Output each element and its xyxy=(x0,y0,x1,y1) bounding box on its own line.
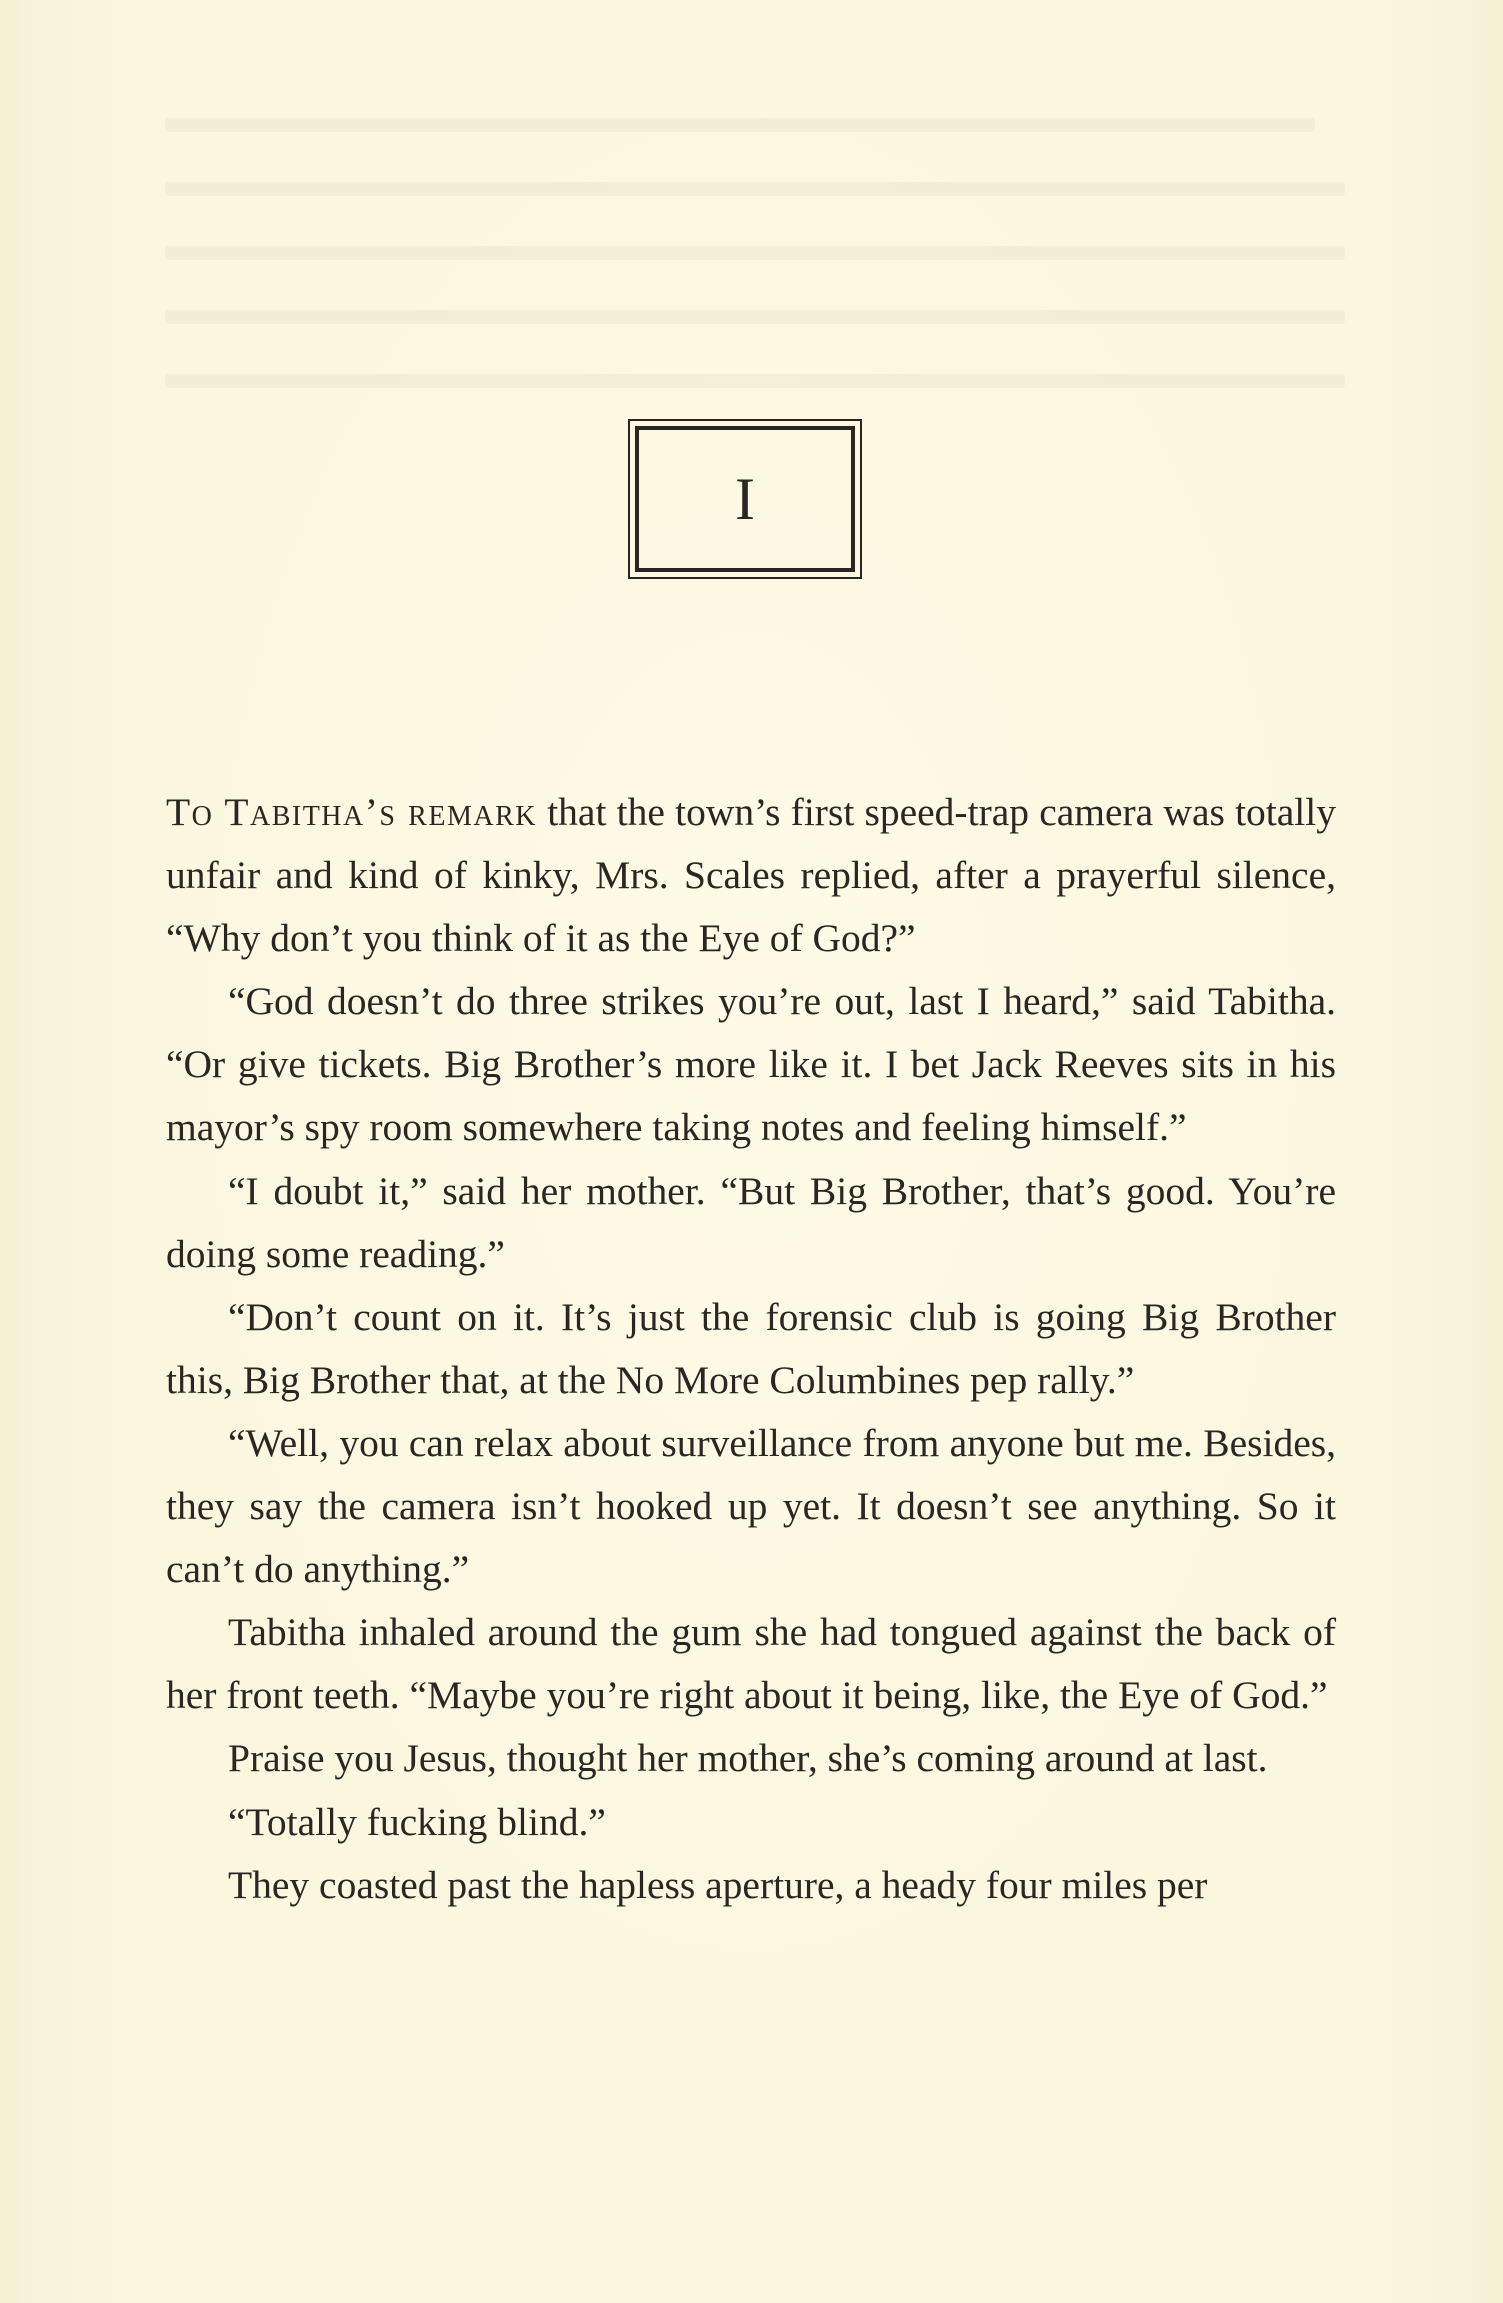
opening-small-caps: To Tabitha’s remark xyxy=(166,790,537,834)
paragraph: Praise you Jesus, thought her mother, she’s coming around at last. xyxy=(228,1736,1268,1781)
paragraph xyxy=(166,781,1336,970)
body-text xyxy=(166,781,1336,1917)
paragraph: “God doesn’t do three strikes you’re out, last I heard,” said Tabitha. “Or give tickets. Big Brother’s more like it. I bet Jack Reeves sits in his mayor’s spy room somewhere taking notes and feeling himself.” xyxy=(166,979,1336,1150)
paragraph: Tabitha inhaled around the gum she had tongued against the back of her front teeth. “Maybe you’re right about it being, like, the Eye of God.” xyxy=(166,1610,1336,1718)
bleed-through-line xyxy=(165,310,1345,324)
chapter-number-frame xyxy=(628,419,862,579)
paragraph: “I doubt it,” said her mother. “But Big Brother, that’s good. You’re doing some reading.” xyxy=(166,1168,1336,1276)
bleed-through-line xyxy=(165,246,1345,260)
bleed-through-line xyxy=(165,118,1315,132)
paragraph: “Don’t count on it. It’s just the forensic club is going Big Brother this, Big Brother that, at the No More Columbines pep rally.” xyxy=(166,1294,1336,1402)
bleed-through-line xyxy=(165,182,1345,196)
chapter-number: I xyxy=(635,426,855,572)
paragraph-text: that the town’s first speed-trap camera was totally unfair and kind of kinky, Mrs. Scales replied, after a prayerful silence, “Why don’t you think of it as the Eye of God?” xyxy=(166,790,1336,961)
bleed-through-line xyxy=(165,374,1345,388)
paragraph: “Totally fucking blind.” xyxy=(228,1799,606,1844)
paragraph: They coasted past the hapless aperture, a heady four miles per xyxy=(228,1862,1208,1907)
paragraph: “Well, you can relax about surveillance from anyone but me. Besides, they say the camera isn’t hooked up yet. It doesn’t see anything. So it can’t do anything.” xyxy=(166,1420,1336,1592)
